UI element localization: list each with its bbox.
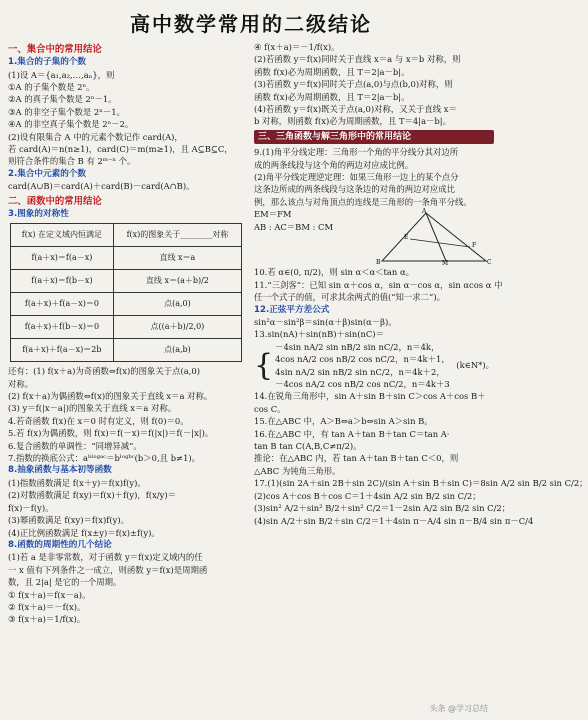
table-cell: f(a＋x)＋f(a－x)＝2b [11, 339, 114, 362]
text-line: (2)角平分线定理逆定理：如果三角形一边上的某个点分 [254, 172, 459, 183]
table-cell: 直线 x＝a [113, 247, 241, 270]
table-cell: 点((a＋b)/2,0) [113, 316, 241, 339]
text-line: ③ f(x＋a)＝1/f(x)。 [8, 614, 86, 625]
text-line: (2) f(x＋a)为偶函数⇔f(x)的图象关于直线 x＝a 对称。 [8, 390, 213, 401]
text-line: ② f(x＋a)＝－f(x)。 [8, 602, 86, 613]
text-line: 17.(1)(sin 2A＋sin 2B＋sin 2C)/(sin A＋sin B＋sin C)＝8sin A/2 sin B/2 sin C/2； [254, 478, 588, 489]
text-line: (3)若函数 y＝f(x)同时关于点(a,0)与点(b,0)对称，则 [254, 79, 453, 90]
text-line: 7.指数的换底公式：aᵇˡᵒᵍᵃᶜ＝bˡᵒᵍᵇᶜ(b＞0,且 b≠1)。 [8, 453, 201, 463]
text-line: 9.(1)角平分线定理：三角形一个角的平分线分其对边所 [254, 147, 459, 158]
text-line: (2)cos A＋cos B＋cos C＝1＋4sin A/2 sin B/2 sin C/2； [254, 490, 481, 501]
text-line: (4)正比例函数满足 f(x±y)＝f(x)±f(y)。 [8, 527, 160, 538]
text-line: f(x)－f(y)。 [8, 502, 54, 513]
text-line: 函数 f(x)必为周期函数，且 T＝2|a－b|。 [254, 66, 410, 77]
subsection-element-count: 2.集合中元素的个数 [8, 168, 86, 179]
text-line: cos C。 [254, 403, 286, 414]
text-line: 6.复合函数的单调性：“同增异减”。 [8, 440, 142, 451]
section-sets-title: 一、集合中的常用结论 [8, 44, 102, 55]
label-c: C [487, 259, 492, 267]
piecewise-block [254, 341, 494, 391]
text-line: 16.在△ABC 中，有 tan A＋tan B＋tan C＝tan A· [254, 428, 450, 439]
subsection-periodicity: 8.函数的周期性的几个结论 [8, 539, 112, 550]
text-line: (3)sin² A/2＋sin² B/2＋sin² C/2＝1－2sin A/2 sin B/2 sin C/2； [254, 503, 511, 514]
figure-labels [254, 208, 334, 233]
label-m: M [442, 260, 449, 268]
text-line: tan B tan C(A,B,C≠π/2)。 [254, 441, 362, 452]
triangle-outline [382, 213, 486, 261]
text-line: 4.若奇函数 f(x)在 x＝0 时有定义，则 f(0)＝0。 [8, 415, 189, 426]
symmetry-table [10, 223, 242, 362]
table-cell: f(a＋x)＋f(b－x)＝0 [11, 316, 114, 339]
text-line: (3) y＝f(|x－a|)的图象关于直线 x＝a 对称。 [8, 403, 177, 414]
text-line: (3)幂函数满足 f(xy)＝f(x)f(y)。 [8, 515, 129, 526]
text-line: 若 card(A)＝n(n≥1)，card(C)＝m(m≥1)，且 A⊆B⊆C， [8, 143, 233, 154]
table-row [11, 316, 242, 339]
table-header: f(x) 在定义域内恒满足 [11, 224, 114, 247]
table-row [11, 247, 242, 270]
section-trig-title: 三、三角函数与解三角形中的常用结论 [254, 130, 494, 144]
text-line: 例，那么该点与对角顶点的连线是三角形的一条角平分线。 [254, 196, 472, 207]
text-line: (2)对数函数满足 f(xy)＝f(x)＋f(y)，f(x/y)＝ [8, 490, 176, 501]
table-cell: f(a＋x)＝f(b－x) [11, 270, 114, 293]
case-line: 4cos nA/2 cos nB/2 cos nC/2，n＝4k＋1， [275, 354, 450, 365]
text-line: (4)sin A/2＋sin B/2＋sin C/2＝1＋4sin π－A/4 sin π－B/4 sin π－C/4 [254, 515, 534, 526]
text-line: 15.在△ABC 中，A＞B⇔a＞b⇔sin A＞sin B。 [254, 416, 433, 427]
table-row [11, 270, 242, 293]
text-line: 任一个式子的值，可求其余两式的值(“知一求二”)。 [254, 292, 445, 303]
subsection-abstract-functions: 8.抽象函数与基本初等函数 [8, 465, 112, 476]
text-line: ③A 的非空子集个数是 2ⁿ－1。 [8, 106, 125, 117]
piecewise-cases [275, 341, 454, 391]
case-domain: (k∈N*)。 [456, 360, 494, 371]
right-column [254, 41, 588, 626]
angle-bisector-figure [254, 208, 494, 266]
text-line: (1)设 A＝{a₁,a₂,…,aₙ}，则 [8, 69, 115, 80]
two-column-body [8, 41, 588, 626]
case-line: －4sin nA/2 sin nB/2 sin nC/2，n＝4k， [275, 341, 440, 352]
table-cell: 点(a,0) [113, 293, 241, 316]
text-line: 则符合条件的集合 B 有 2ᵐ⁻ⁿ 个。 [8, 156, 136, 167]
text-line: 成的两条线段与这个角的两边对应成比例。 [254, 159, 414, 170]
text-line: 10.若 α∈(0, π/2)，则 sin α＜α＜tan α。 [254, 267, 415, 278]
figure-equation: AB : AC＝BM : CM [254, 221, 334, 232]
text-line: sin²α－sin²β＝sin(α＋β)sin(α－β)。 [254, 317, 397, 327]
text-line: card(A∪B)＝card(A)＋card(B)－card(A∩B)。 [8, 181, 195, 192]
text-line: 数，且 2|a| 是它的一个周期。 [8, 577, 122, 588]
case-line: 4sin nA/2 sin nB/2 sin nC/2，n＝4k＋2， [275, 366, 445, 377]
text-line: 5.若 f(x)为偶函数，则 f(x)＝f(－x)＝f(|x|)＝f(－|x|)。 [8, 428, 214, 439]
page-title: 高中数学常用的二级结论 [130, 12, 372, 36]
text-line: (4)若函数 y＝f(x)既关于点(a,0)对称，又关于直线 x＝ [254, 104, 457, 115]
subsection-sine-square: 12.正弦平方差公式 [254, 304, 330, 315]
text-line: 还有：(1) f(x＋a)为奇函数⇔f(x)的图象关于点(a,0) [8, 366, 201, 377]
table-cell: 直线 x＝(a＋b)/2 [113, 270, 241, 293]
subsection-symmetry: 3.图象的对称性 [8, 208, 69, 219]
label-b: B [376, 259, 381, 267]
text-line: (1)若 a 是非零常数，对于函数 y＝f(x)定义域内的任 [8, 552, 203, 563]
text-line: 13.sin(nA)＋sin(nB)＋sin(nC)＝ [254, 329, 384, 340]
brace: { [254, 347, 274, 383]
left-column [8, 41, 246, 626]
text-line: (2)设有限集合 A 中的元素个数记作 card(A)， [8, 131, 183, 142]
text-line: 对称。 [8, 378, 34, 389]
table-header: f(x)的图象关于________对称 [113, 224, 241, 247]
label-f: F [472, 242, 477, 250]
text-line: (2)若函数 y＝f(x)同时关于直线 x＝a 与 x＝b 对称，则 [254, 54, 461, 65]
watermark: 头条 @学习总结 [429, 704, 488, 713]
text-line: ④ f(x＋a)＝－1/f(x)。 [254, 42, 340, 52]
table-cell: f(a＋x)＋f(a－x)＝0 [11, 293, 114, 316]
table-row [11, 339, 242, 362]
bisector-line [426, 213, 446, 261]
text-line: 14.在锐角三角形中，sin A＋sin B＋sin C＞cos A＋cos B＋ [254, 391, 486, 402]
text-line: (1)指数函数满足 f(x＋y)＝f(x)f(y)。 [8, 477, 146, 488]
text-line: 推论：在△ABC 内，若 tan A＋tan B＋tan C＜0，则 [254, 453, 459, 464]
figure-equation: EM＝FM [254, 209, 292, 220]
table-cell: f(a＋x)＝f(a－x) [11, 247, 114, 270]
case-line: －4cos nA/2 cos nB/2 cos nC/2，n＝4k＋3 [275, 379, 450, 390]
section-functions-title: 二、函数中的常用结论 [8, 195, 102, 207]
label-e: E [404, 234, 409, 242]
text-line: ②A 的真子集个数是 2ⁿ－1。 [8, 94, 117, 105]
text-line: ④A 的非空真子集个数是 2ⁿ－2。 [8, 119, 134, 130]
text-line: ① f(x＋a)＝f(x－a)。 [8, 589, 91, 600]
triangle-diagram [374, 208, 494, 268]
text-line: 这条边所成的两条线段与这条边的对角的两边对应成比 [254, 184, 455, 195]
subsection-subsets: 1.集合的子集的个数 [8, 57, 86, 67]
text-line: b 对称，则函数 f(x)必为周期函数，且 T＝4|a－b|。 [254, 116, 451, 127]
text-line: 一 x 值有下列条件之一成立，则函数 y＝f(x)是周期函 [8, 564, 208, 575]
text-line: 11.“三剑客”：已知 sin α＋cos α，sin α－cos α，sin αcos α 中 [254, 279, 503, 290]
label-a: A [422, 208, 427, 216]
text-line: 函数 f(x)必为周期函数，且 T＝2|a－b|。 [254, 91, 410, 102]
table-cell: 点(a,b) [113, 339, 241, 362]
text-line: ①A 的子集个数是 2ⁿ。 [8, 81, 95, 92]
table-row [11, 293, 242, 316]
text-line: △ABC 为钝角三角形。 [254, 465, 341, 476]
